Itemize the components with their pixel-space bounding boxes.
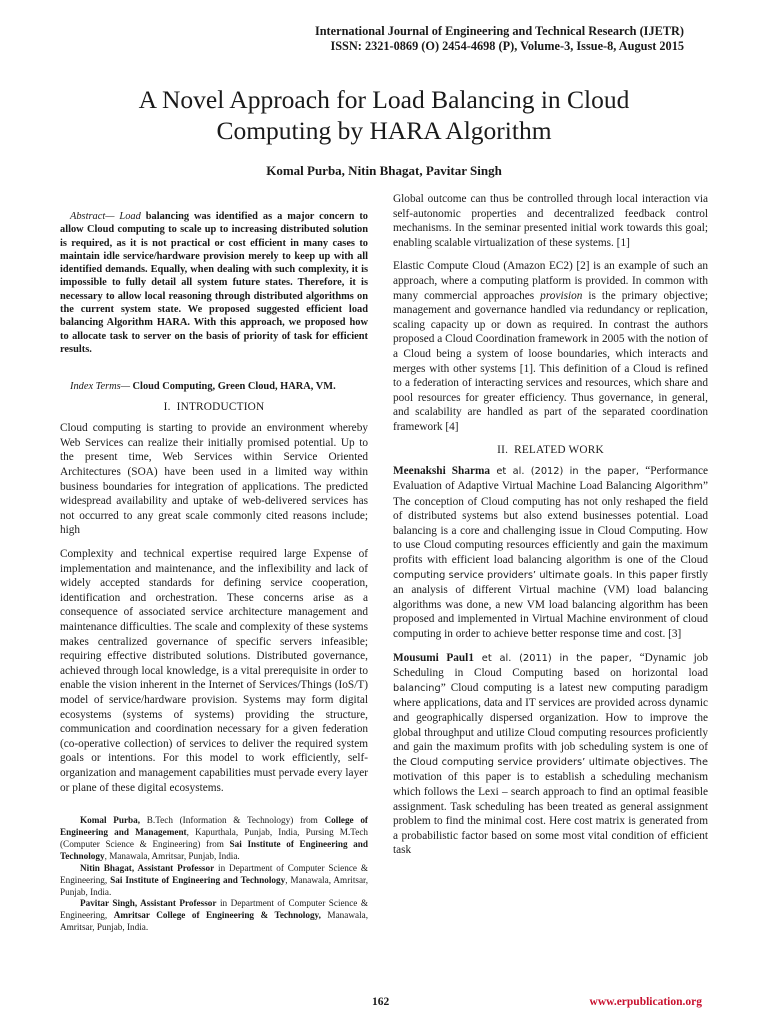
right-paragraph-1: Global outcome can thus be controlled through local interaction via self-autonomic properties and decentralized feedback control mechanisms. In the seminar presented initial work towards this goal; enabling scalable virtualization of these systems. [1]: [393, 193, 708, 249]
paper-title: [0, 84, 768, 146]
footnote-nitin: Nitin Bhagat, Assistant Professor in Department of Computer Science & Engineering, Sai Institute of Engineering and Technology, Manawala, Amritsar, Punjab, India.: [60, 862, 369, 897]
intro-paragraph-1: Cloud computing is starting to provide an environment whereby Web Services can realize their initially promised potential. Up to the present time, Web Services within Service Oriented Architectures (SOA) have been used in a limited way within business boundaries for integration of applications. The predicted widespread availability and uptake of web-delivered services has not occurred to any great scale commonly cited reasons include; high: [60, 422, 368, 537]
related-work-paragraph-1: Meenakshi Sharma et al. (2012) in the paper, “Performance Evaluation of Adaptive Virtual Machine Load Balancing Algorithm” The conception of Cloud computing has not only reshaped the field of distributed systems but also extend businesses potential. Load balancing is a core and challenging issue in Cloud Computing. How to use Cloud computing resources efficiently and gain the maximum profits with efficient load balancing algorithm is one of the Cloud computing service providers’ ultimate goals. In this paper firstly an analysis of different Virtual machine (VM) load balancing algorithms was done, a new VM load balancing algorithm has been proposed and implemented in Virtual Machine environment of cloud computing in order to achieve better response time and cost. [3]: [393, 464, 709, 641]
left-column: [60, 192, 368, 934]
related-work-paragraph-2: Mousumi Paul1 et al. (2011) in the paper, “Dynamic job Scheduling in Cloud Computing based on horizontal load balancing” Cloud computing is a latest new computing paradigm where applications, data and IT services are provided across dynamic and geographically dispersed organization. How to improve the global throughput and utilize Cloud computing resources proficiently and gain the maximum profits with job scheduling system is one of the Cloud computing service providers’ ultimate objectives. The motivation of this paper is to establish a scheduling mechanism which follows the Lexi – search approach to find an optimal feasible assignment. Task scheduling has been treated as general assignment problem to find the minimal cost. Here cost matrix is generated from a probabilistic factor based on some most vital condition of efficient task: [393, 651, 709, 857]
index-terms-body: Cloud Computing, Green Cloud, HARA, VM.: [129, 381, 336, 393]
section-title: RELATED WORK: [514, 443, 604, 456]
abstract-label: Abstract— Load: [70, 211, 141, 222]
title-line-1: A Novel Approach for Load Balancing in Cloud: [138, 85, 630, 114]
author-footnotes: [60, 815, 368, 934]
title-line-2: Computing by HARA Algorithm: [216, 116, 552, 145]
website-link[interactable]: www.erpublication.org: [589, 996, 702, 1008]
section-heading-related-work: [393, 444, 708, 456]
abstract: [60, 210, 368, 356]
footnote-komal: Komal Purba, B.Tech (Information & Technology) from College of Engineering and Management, Kapurthala, Punjab, India, Pursing M.Tech (Computer Science & Engineering) from Sai Institute of Engineering and Technology, Manawala, Amritsar, Punjab, India.: [60, 815, 368, 861]
issn-line: ISSN: 2321-0869 (O) 2454-4698 (P), Volume-3, Issue-8, August 2015: [330, 39, 684, 53]
section-number: I.: [163, 401, 171, 414]
journal-header: [315, 24, 684, 54]
intro-paragraph-2: Complexity and technical expertise required large Expense of implementation and maintenance, and the inflexibility and lack of widely accepted standards for defining service cooperation, identification and orchestration. These concerns arise as a consequence of associated service architecture management and maintenance difficulties. The scale and complexity of these systems makes centralized governance of specific servers infeasible; requiring effective distributed solutions. Distributed governance, achieved through local knowledge, is a vital prerequisite in order to enable the vision inherent in the Internet of Services/Things (IoS/T) model of service/hardware provision. Systems may form digital ecosystems (systems of systems) providing the structure, communication and coordination necessary for a given federation (co-operative collection) of services to deliver the required system goals or intentions. For this model to work efficiently, self-organization and management capabilities must pervade every layer or plane of these digital ecosystems.: [60, 548, 368, 794]
section-heading-introduction: [60, 401, 368, 413]
abstract-body: balancing was identified as a major concern to allow Cloud computing to scale up to increasing distributed solution is required, as it is not practical or cost efficient in many cases to maintain idle service/hardware provision merely to keep up with all identified demands. Equally, when dealing with such complexity, it is impossible to fully detail all system future states. Therefore, it is necessary to allow local reasoning through distributed algorithms on the current system state. We proposed suggested efficient load balancing Algorithm HARA. With this approach, we proposed how to allocate task to server on the basis of priority of task for efficient results.: [60, 211, 368, 355]
journal-name: International Journal of Engineering and Technical Research (IJETR): [314, 24, 684, 38]
index-terms: [60, 380, 368, 393]
section-title: INTRODUCTION: [176, 401, 265, 414]
page-number: 162: [372, 996, 390, 1008]
right-column: [393, 192, 708, 867]
section-number: II.: [497, 443, 509, 456]
index-terms-label: Index Terms—: [70, 381, 130, 393]
footnote-pavitar: Pavitar Singh, Assistant Professor in Department of Computer Science & Engineering, Amritsar College of Engineering & Technology, Manawala, Amritsar, Punjab, India.: [60, 898, 368, 933]
authors: Komal Purba, Nitin Bhagat, Pavitar Singh: [266, 163, 502, 178]
right-paragraph-2: Elastic Compute Cloud (Amazon EC2) [2] is an example of such an approach, where a computing platform is provided. In common with many commercial approaches provision is the primary objective; management and governance handled via redundancy or replication, scaling capacity up or down as required. In contrast the authors proposed a Cloud Coordination framework in 2005 with the notion of a Cloud being a system of loose boundaries, which interacts and merges with other systems [1]. This definition of a Cloud is refined to a federation of interacting services and resources, which share and pool resources for greater efficiency. Thus governance, in general, and scalability are handled as part of the separated coordination framework [4]: [393, 260, 709, 433]
